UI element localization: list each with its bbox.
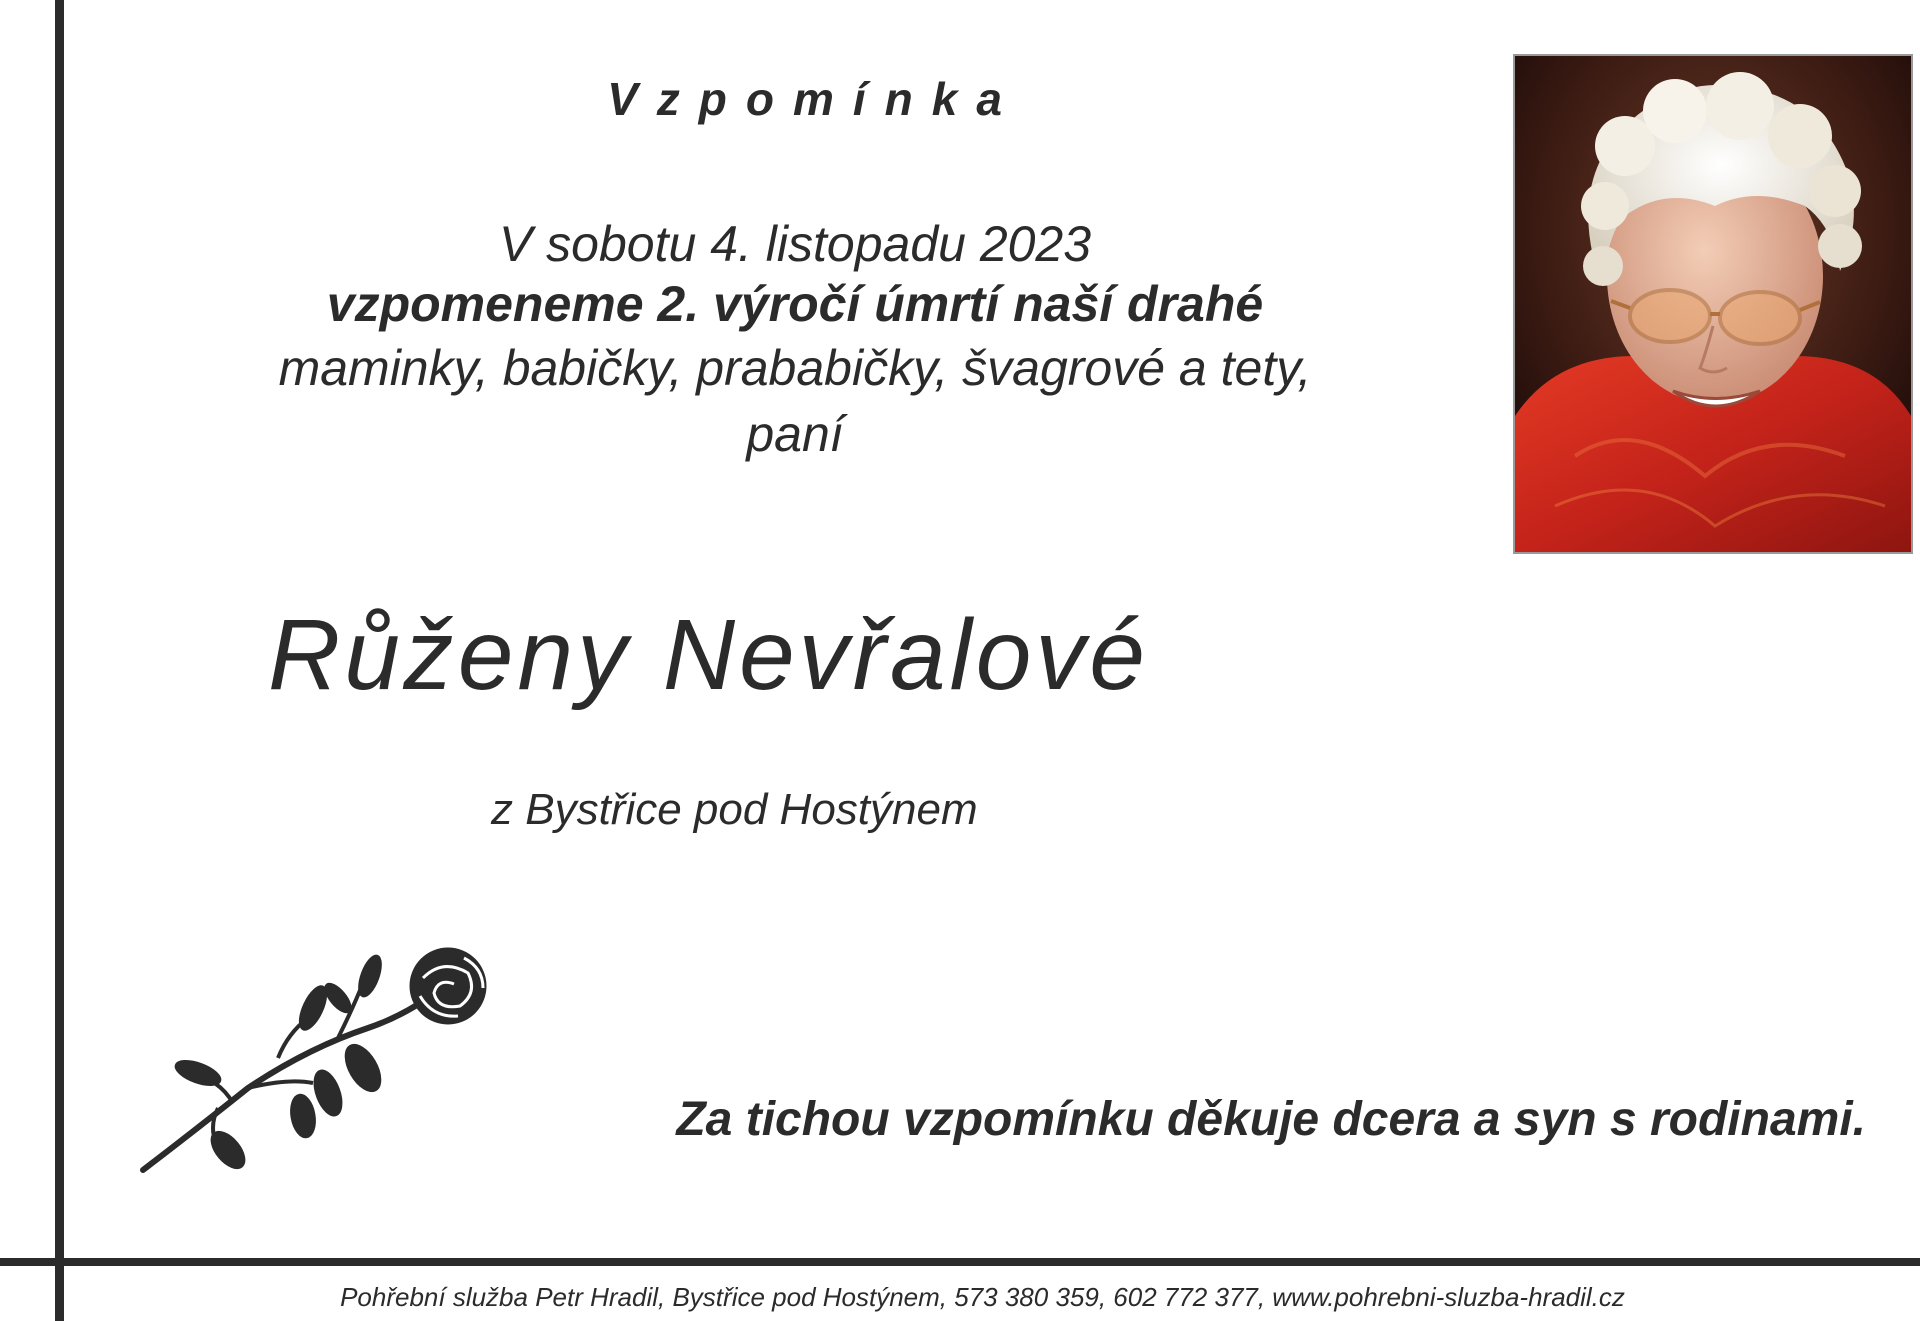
notice-heading: Vzpomínka <box>607 73 1021 125</box>
vertical-border-line <box>55 0 64 1321</box>
intro-line-date: V sobotu 4. listopadu 2023 <box>498 216 1092 272</box>
intro-line-title: paní <box>746 406 844 462</box>
intro-line-anniversary: vzpomeneme 2. výročí úmrtí naší drahé <box>326 276 1264 332</box>
portrait-photo <box>1513 54 1913 554</box>
deceased-name: Růženy Nevřalové <box>268 599 1150 711</box>
deceased-hometown: z Bystřice pod Hostýnem <box>491 785 978 834</box>
horizontal-border-line <box>0 1258 1920 1266</box>
portrait-illustration <box>1515 56 1911 552</box>
funeral-service-footer: Pohřební služba Petr Hradil, Bystřice pod Hostýnem, 573 380 359, 602 772 377, www.pohrebni-sluzba-hradil.cz <box>340 1282 1625 1312</box>
intro-line-relations: maminky, babičky, prababičky, švagrové a tety, <box>278 340 1312 396</box>
thanks-message: Za tichou vzpomínku děkuje dcera a syn s rodinami. <box>676 1093 1866 1146</box>
rose-illustration <box>138 938 518 1178</box>
